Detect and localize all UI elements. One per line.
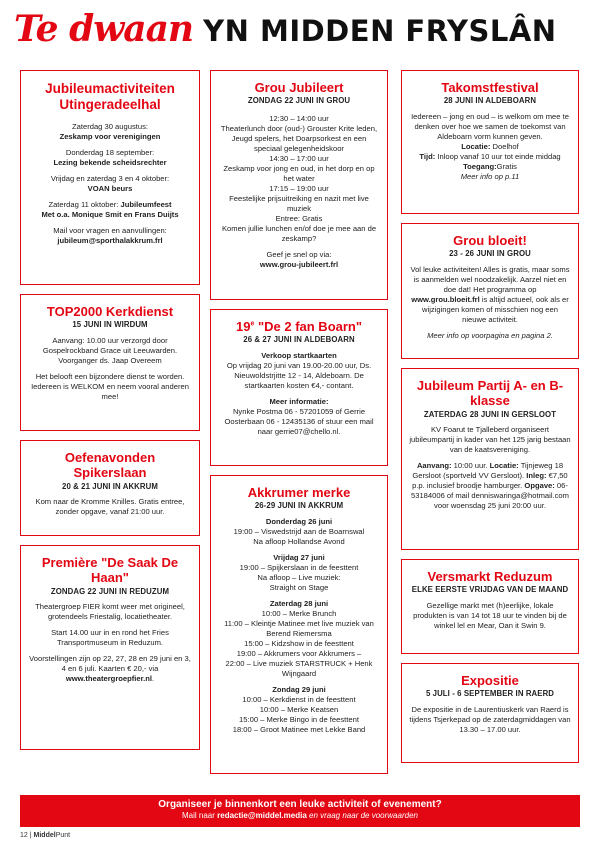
event-premiere <box>20 545 200 750</box>
event-versmarkt <box>401 559 579 654</box>
event-schedule: 12:30 – 14:00 uur Theaterlunch door (oud-) Grouster Krite leden, Jeugd spelers, het Doarpsorkest en een speciaal gelegenheidskoor 14:30 – 17:00 uur Zeskamp voor jong en oud, in het dorp en op het water 17:15 – 19:00 uur Feestelijke prijsuitreiking en nazit met live muziek Entree: Gratis Komen jullie lunchen en/of doe je mee aan de zeskamp? <box>220 113 378 243</box>
website-link[interactable]: www.grou-jubileert.frl <box>259 259 339 269</box>
event-title: 19e "De 2 fan Boarn" <box>235 319 363 334</box>
event-item: Vrijdag en zaterdag 3 en 4 oktober: VOAN beurs <box>50 173 170 193</box>
column-right <box>401 70 579 772</box>
event-item: Zaterdag 30 augustus: Zeskamp voor verenigingen <box>59 121 161 141</box>
event-text: Theatergroep FIER komt weer met origineel, grotendeels Friestalig, locatietheater. <box>35 601 185 621</box>
brand-name: Middel <box>33 832 56 839</box>
event-de-2-fan-boarn <box>210 309 388 466</box>
page-number: 12 <box>20 832 28 839</box>
event-title: Jubileum Partij A- en B- klasse <box>416 378 564 409</box>
event-title: Expositie <box>461 673 519 688</box>
page-header <box>14 8 589 60</box>
event-grou-jubileert <box>210 70 388 300</box>
event-title: Jubileumactiviteiten Utingeradeelhal <box>45 81 175 112</box>
event-day: Vrijdag 27 juni 19:00 – Spijkerslaan in de feesttent Na afloop – Live muziek: Straight on Stage <box>239 552 359 592</box>
event-title: Oefenavonden Spikerslaan <box>64 450 156 481</box>
event-subtitle: 5 JULI - 6 SEPTEMBER IN RAERD <box>425 689 555 699</box>
event-title: Akkrumer merke <box>247 485 351 500</box>
website-link[interactable]: www.theatergroepfier.nl <box>65 674 153 684</box>
event-grou-bloeit <box>401 223 579 359</box>
event-text: Verkoop startkaarten Op vrijdag 20 juni van 19.00-20.00 uur, Ds. Nieuwoldstrjitte 12 - 14, Aldeboarn. De startkaarten kosten €4,- contant. <box>226 350 372 390</box>
mail-link[interactable]: jubileum@sporthalakkrum.frl <box>57 235 163 245</box>
event-day: Donderdag 26 juni 19:00 – Viswedstrijd aan de Boarnswal Na afloop Hollandse Avond <box>233 516 365 546</box>
event-top2000 <box>20 294 200 431</box>
page-footer: 12 | MiddelPunt <box>20 832 71 839</box>
event-subtitle: 26 & 27 JUNI IN ALDEBOARN <box>243 335 355 345</box>
event-text: Start 14.00 uur in en rond het Fries Transportmuseum in Reduzum. <box>51 627 169 647</box>
event-subtitle: 23 - 26 JUNI IN GROU <box>449 249 531 259</box>
column-left <box>20 70 200 759</box>
event-title: Versmarkt Reduzum <box>427 569 553 584</box>
event-more-info: Meer info op voorpagina en pagina 2. <box>427 330 553 340</box>
footer-email-link[interactable]: redactie@middel.media <box>217 811 307 820</box>
event-expositie <box>401 663 579 763</box>
event-subtitle: ELKE EERSTE VRIJDAG VAN DE MAAND <box>411 585 569 595</box>
event-title: Première "De Saak De Haan" <box>41 555 179 586</box>
event-subtitle: ZATERDAG 28 JUNI IN GERSLOOT <box>423 409 557 419</box>
event-text: Gezellige markt met (h)eerlijke, lokale produkten is van 14 tot 18 uur te vinden bij de winkel lel en Mear, Oan it Swin 9. <box>413 600 567 630</box>
event-subtitle: 15 JUNI IN WIRDUM <box>72 320 148 330</box>
header-script-title: Te dwaan <box>14 8 194 50</box>
event-subtitle: 28 JUNI IN ALDEBOARN <box>443 96 537 106</box>
event-jubileum <box>20 70 200 285</box>
event-subtitle: ZONDAG 22 JUNI IN GROU <box>247 96 351 106</box>
event-subtitle: 20 & 21 JUNI IN AKKRUM <box>62 481 158 491</box>
event-text: Meer informatie: Nynke Postma 06 - 57201059 of Gerrie Oosterbaan 06 - 12435136 of stuur een mail naar gerrie07@chello.nl. <box>224 396 374 436</box>
event-mail: Mail voor vragen en aanvullingen: jubileum@sporthalakkrum.frl <box>28 226 192 246</box>
event-day: Zondag 29 juni 10:00 – Kerkdienst in de feesttent 10:00 – Merke Keatsen 15:00 – Merke Bingo in de feesttent 18:00 – Groot Matinee met Lekke Band <box>232 684 366 734</box>
event-title: Grou Jubileert <box>254 80 344 95</box>
event-text: Kom naar de Kromme Knilles. Gratis entree, zonder opgave, vanaf 21:00 uur. <box>35 496 185 516</box>
event-title: TOP2000 Kerkdienst <box>46 304 174 319</box>
event-text: De expositie in de Laurentiuskerk van Raerd is tijdens Tsjerkepad op de zaterdagmiddagen van 13.30 – 17.00 uur. <box>409 704 571 734</box>
footer-banner <box>20 795 580 827</box>
event-details: Aanvang: 10:00 uur. Locatie: Tijnjeweg 18 Gersloot (sportveld VV Gersloot). Inleg: €7,50 p.p. inclusief broodje hamburger. Opgave: 06-53184006 of mail denniswaringa@hotmail.com voor woensdag 25 juni 20:00 uur. <box>411 460 569 511</box>
event-text: Het belooft een bijzondere dienst te worden. Iedereen is WELKOM en neem vooral anderen mee! <box>31 371 189 401</box>
event-text: Aanvang: 10.00 uur verzorgd door Gospelrockband Grace uit Leeuwarden. Voorganger ds. Jaap Overeem <box>42 335 178 365</box>
event-text: Vol leuke activiteiten! Alles is gratis, maar soms is aanmelden wel noodzakelijk. Aarzel niet en doe dat! Het programma op www.grou.bloeit.frl is altijd actueel, ook als er wijzigingen komen of misschien nog een nieuwe activiteit. <box>410 264 570 324</box>
event-text: Voorstellingen zijn op 22, 27, 28 en 29 juni en 3, 4 en 6 juli. Kaarten € 20,- via www.theatergroepfier.nl. <box>29 654 191 684</box>
footer-headline: Organiseer je binnenkort een leuke activiteit of evenement? <box>158 799 442 810</box>
event-jubileum-partij <box>401 368 579 550</box>
event-text: KV Foarut te Tjalleberd organiseert jubileumpartij in kader van het 125 jarig bestaan van de kaatsvereniging. <box>409 424 571 454</box>
event-akkrumer-merke <box>210 475 388 774</box>
header-region-title: YN MIDDEN FRYSLÂN <box>203 14 557 48</box>
event-oefenavonden <box>20 440 200 536</box>
footer-subline: Mail naar redactie@middel.media en vraag naar de voorwaarden <box>182 811 418 820</box>
event-subtitle: 26-29 JUNI IN AKKRUM <box>254 501 344 511</box>
event-signup: Geef je snel op via: www.grou-jubileert.frl <box>218 250 380 270</box>
event-item: Zaterdag 11 oktober: Jubileumfeest Met o.a. Monique Smit en Frans Duijts <box>41 199 179 219</box>
event-takomstfestival <box>401 70 579 214</box>
event-subtitle: ZONDAG 22 JUNI IN REDUZUM <box>50 586 170 596</box>
column-middle <box>210 70 388 783</box>
event-text: Iedereen – jong en oud – is welkom om mee te denken over hoe we samen de toekomst van Aldeboarn vorm kunnen geven. Locatie: Doelhof Tijd: Inloop vanaf 10 uur tot einde middag Toegang:Gratis Meer info op p.11 <box>411 111 569 181</box>
event-title: Takomstfestival <box>441 80 539 95</box>
event-title: Grou bloeit! <box>453 233 527 248</box>
website-link[interactable]: www.grou.bloeit.frl <box>411 294 480 304</box>
event-day: Zaterdag 28 juni 10:00 – Merke Brunch 11:00 – Kleintje Matinee met live muziek van Berend Riemersma 15:00 – Kidzshow in de feesttent 19:00 – Akkrumers voor Akkrumers – 22:00 – Live muziek STARSTRUCK + Henk Wijngaard <box>224 598 374 678</box>
event-item: Donderdag 18 september: Lezing bekende scheidsrechter <box>53 147 167 167</box>
